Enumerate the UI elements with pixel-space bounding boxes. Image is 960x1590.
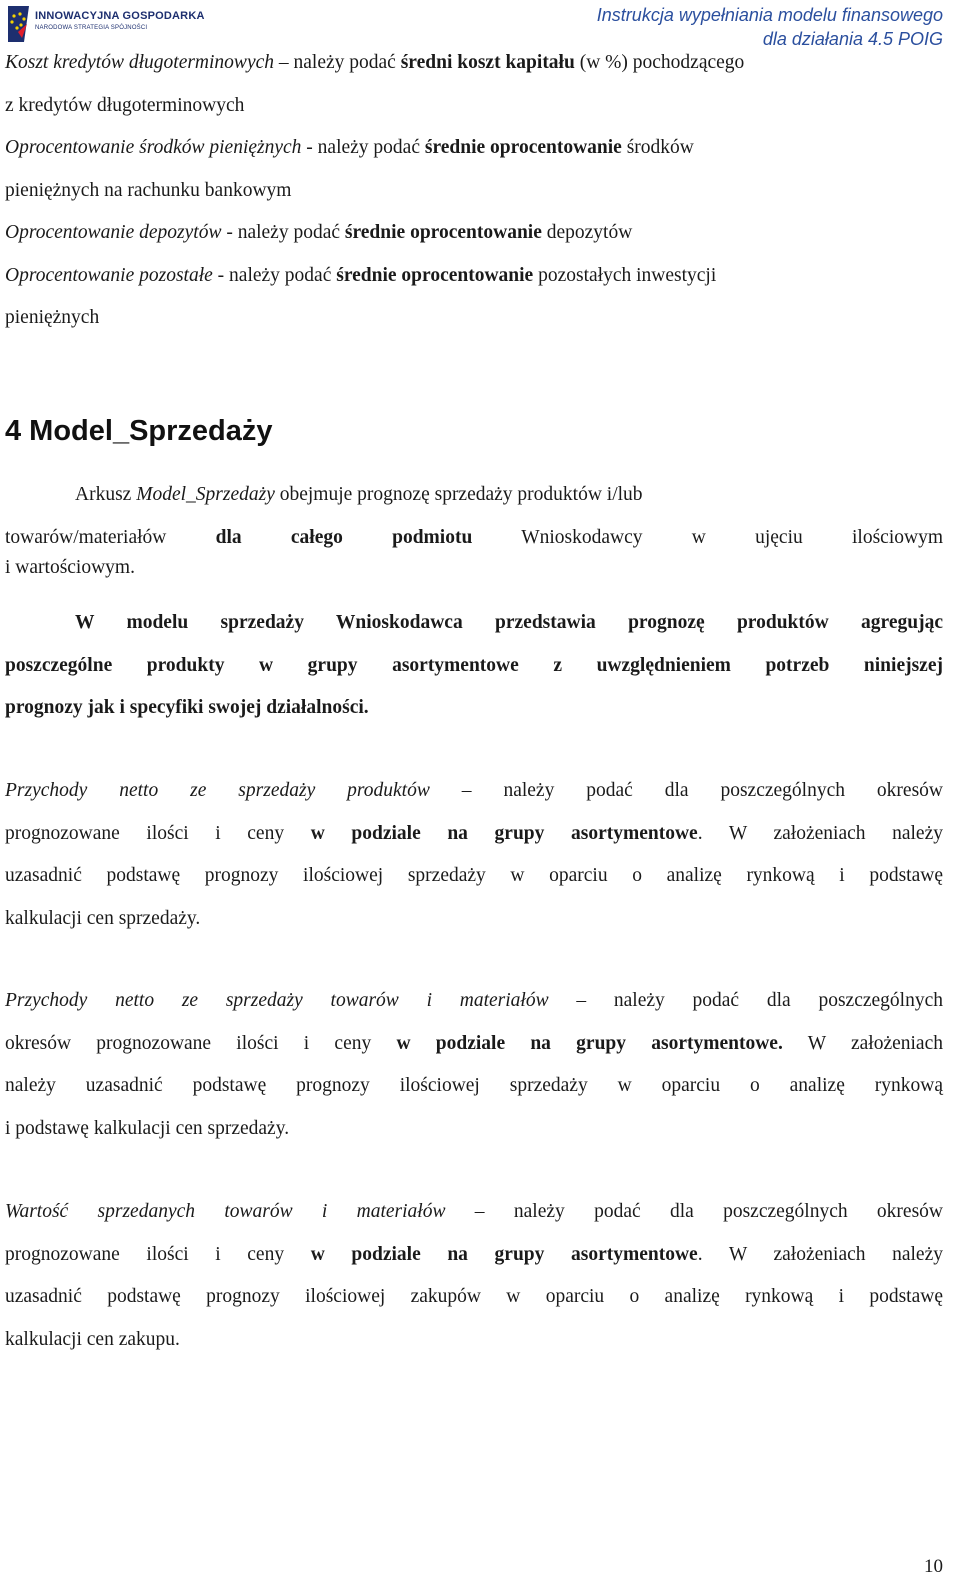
paragraph-przychody-towary	[5, 990, 943, 1160]
text-line	[5, 52, 943, 95]
text: - należy podać	[212, 264, 337, 286]
page-number: 10	[924, 1556, 943, 1577]
document-title	[597, 3, 943, 51]
text-line	[5, 990, 943, 1033]
section-heading: 4 Model_Sprzedaży	[5, 415, 273, 447]
text: prognozowane ilości i ceny	[5, 822, 311, 844]
text: – należy podać	[274, 52, 401, 73]
text: – należy podać dla poszczególnych okresów	[429, 780, 943, 801]
text-line: kalkulacji cen sprzedaży.	[5, 907, 201, 929]
emphasis: w podziale na grupy asortymentowe	[310, 1243, 698, 1265]
text-line: W modelu sprzedaży Wnioskodawca przedstawia prognozę produktów agregując	[75, 612, 943, 633]
text: okresów prognozowane ilości i ceny	[5, 1032, 397, 1054]
text: – należy podać dla poszczególnych	[548, 990, 943, 1011]
text: - należy podać	[301, 137, 425, 158]
text-line: kalkulacji cen zakupu.	[5, 1328, 180, 1350]
text-line: należy uzasadnić podstawę prognozy ilościowej sprzedaży w oparciu o analizę rynkową	[5, 1075, 943, 1096]
term: Przychody netto ze sprzedaży produktów	[5, 780, 430, 801]
term: Oprocentowanie pozostałe	[5, 264, 213, 286]
term: Koszt kredytów długoterminowych	[5, 52, 275, 73]
term: Model_Sprzedaży	[136, 484, 275, 505]
eu-flag-icon	[5, 4, 31, 44]
logo-text: INNOWACYJNA GOSPODARKA	[35, 10, 205, 22]
text: środków	[621, 137, 694, 158]
text: Arkusz	[75, 484, 137, 505]
text: prognozowane ilości i ceny	[5, 1243, 311, 1265]
document-title-line1: Instrukcja wypełniania modelu finansowego	[596, 5, 943, 25]
text: (w %) pochodzącego	[574, 52, 745, 73]
text-line	[5, 780, 943, 823]
paragraph-przychody-produkty	[5, 780, 943, 950]
emphasis: średnie oprocentowanie	[336, 264, 534, 286]
text-line: uzasadnić podstawę prognozy ilościowej zakupów w oparciu o analizę rynkową i podstawę	[5, 1286, 943, 1307]
text-line	[5, 1033, 943, 1076]
logo	[5, 4, 205, 44]
emphasis: w podziale na grupy asortymentowe.	[396, 1032, 783, 1054]
text: Wnioskodawcy w ujęciu ilościowym	[472, 526, 943, 548]
term: Wartość sprzedanych towarów i materiałów	[5, 1201, 446, 1222]
text-line	[5, 222, 943, 265]
text: towarów/materiałów	[5, 526, 216, 548]
text-line: prognozy jak i specyfiki swojej działalności.	[5, 697, 369, 718]
text: pozostałych inwestycji	[533, 264, 717, 286]
text: . W założeniach należy	[697, 1243, 943, 1265]
logo-subtext: NARODOWA STRATEGIA SPÓJNOŚCI	[35, 25, 148, 31]
emphasis: średni koszt kapitału	[400, 52, 575, 73]
term: Oprocentowanie środków pieniężnych	[5, 137, 302, 158]
top-definitions	[5, 52, 943, 350]
emphasis: średnie oprocentowanie	[344, 222, 542, 243]
emphasis: średnie oprocentowanie	[424, 137, 622, 158]
text: . W założeniach należy	[697, 822, 943, 844]
text-line: poszczególne produkty w grupy asortymentowe z uwzględnieniem potrzeb niniejszej	[5, 654, 943, 676]
text-line: pieniężnych	[5, 307, 100, 328]
text-line	[5, 1244, 943, 1287]
term: Oprocentowanie depozytów	[5, 222, 222, 243]
paragraph-model-sprzedazy	[5, 484, 943, 599]
text: W założeniach	[782, 1032, 943, 1054]
text-line	[5, 484, 943, 527]
text: - należy podać	[221, 222, 345, 243]
document-title-line2: dla działania 4.5 POIG	[762, 29, 943, 49]
term: Przychody netto ze sprzedaży towarów i materiałów	[5, 990, 549, 1011]
text: obejmuje prognozę sprzedaży produktów i/lub	[274, 484, 643, 505]
text-line	[5, 1201, 943, 1244]
text-line: pieniężnych na rachunku bankowym	[5, 179, 292, 201]
text-line	[5, 823, 943, 866]
paragraph-wartosc-sprzedanych	[5, 1201, 943, 1371]
text: – należy podać dla poszczególnych okresów	[445, 1201, 943, 1222]
emphasis: dla całego podmiotu	[215, 526, 473, 548]
emphasis: w podziale na grupy asortymentowe	[310, 822, 698, 844]
page-header	[0, 0, 960, 50]
text-line: i podstawę kalkulacji cen sprzedaży.	[5, 1117, 290, 1139]
text-line: i wartościowym.	[5, 557, 135, 578]
text: depozytów	[541, 222, 633, 243]
text-line	[5, 265, 943, 308]
paragraph-bold-note	[5, 612, 943, 740]
text-line: z kredytów długoterminowych	[5, 94, 245, 116]
text-line: uzasadnić podstawę prognozy ilościowej sprzedaży w oparciu o analizę rynkową i podstawę	[5, 865, 943, 886]
text-line	[5, 137, 943, 180]
